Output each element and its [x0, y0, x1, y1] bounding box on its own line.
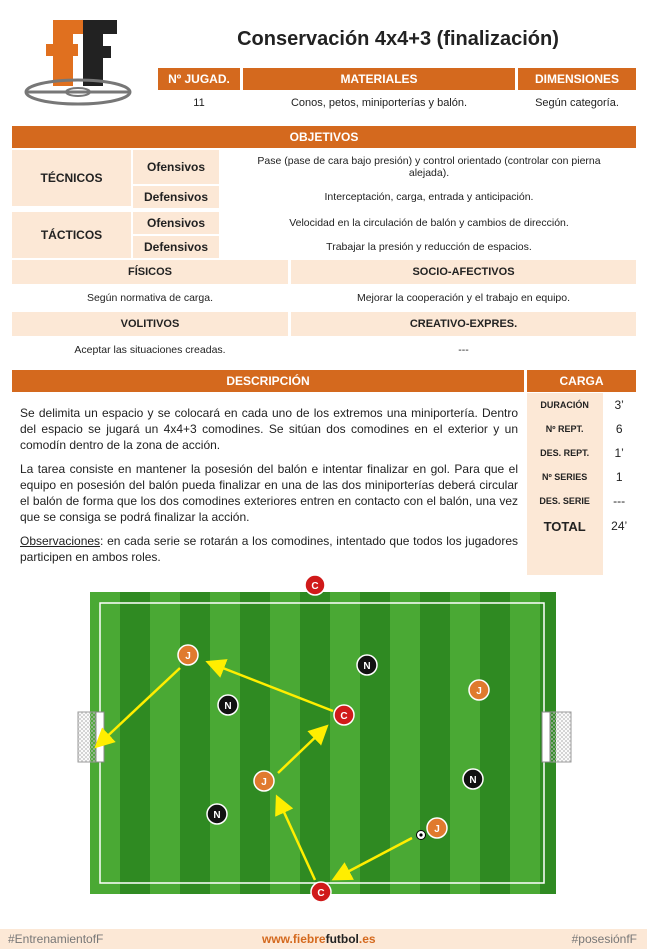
- player-label: N: [363, 661, 371, 672]
- tecnicos-defensivos-text: Interceptación, carga, entrada y anticipación.: [324, 191, 534, 203]
- footer-website: [262, 932, 376, 946]
- player-label: N: [213, 810, 221, 821]
- grass: [90, 592, 556, 894]
- value-materiales: Conos, petos, miniporterías y balón.: [290, 97, 468, 109]
- player-label: J: [434, 824, 440, 835]
- footer-website-c: .es: [358, 932, 376, 946]
- value-dimensiones: Según categoría.: [535, 97, 619, 109]
- fisicos-value: Según normativa de carga.: [86, 292, 214, 304]
- volitivos-label: VOLITIVOS: [12, 312, 288, 336]
- player-n: [218, 695, 238, 715]
- player-label: C: [311, 581, 319, 592]
- carga-value: 6: [615, 422, 623, 436]
- header-dimensiones: DIMENSIONES: [518, 68, 636, 90]
- tacticos-defensivos-label: Defensivos: [133, 236, 219, 258]
- tecnicos-label: TÉCNICOS: [12, 150, 131, 206]
- observaciones-label: Observaciones: [20, 534, 101, 548]
- footer: [0, 929, 647, 949]
- carga-total-label: TOTAL: [543, 518, 586, 534]
- player-label: N: [224, 701, 232, 712]
- descripcion-p2: La tarea consiste en mantener la posesión del balón e intentar finalizar en gol. Para que el equipo en posesión del balón pueda finalizar en una de las dos miniporterías deberá circular el balón de forma que los dos comodines exteriores entren en contacto con el balón, una vez que se consiga se podrá finalizar la acción.: [20, 462, 518, 524]
- player-j: [254, 771, 274, 791]
- carga-row: [527, 393, 636, 417]
- player-label: J: [261, 777, 267, 788]
- page-title: Conservación 4x4+3 (finalización): [237, 28, 559, 50]
- footer-hashtag-right: #posesiónfF: [571, 932, 637, 946]
- carga-key: DES. SERIE: [539, 496, 590, 506]
- carga-row: [527, 465, 636, 489]
- player-j: [469, 680, 489, 700]
- carga-value: 1: [615, 470, 623, 484]
- football-field: [0, 575, 647, 905]
- descripcion-header: DESCRIPCIÓN: [12, 370, 524, 392]
- footer-hashtag-left: #EntrenamientofF: [8, 932, 104, 946]
- tacticos-label: TÁCTICOS: [12, 212, 131, 258]
- tacticos-ofensivos-text: Velocidad en la circulación de balón y cambios de dirección.: [289, 217, 569, 229]
- header-materiales: MATERIALES: [243, 68, 515, 90]
- player-comodin: [334, 705, 354, 725]
- fisicos-label: FÍSICOS: [12, 260, 288, 284]
- footer-website-a: www.fiebre: [262, 932, 326, 946]
- carga-row: [527, 417, 636, 441]
- tecnicos-ofensivos-label: Ofensivos: [133, 150, 219, 184]
- player-j: [427, 818, 447, 838]
- carga-key: DURACIÓN: [540, 400, 589, 410]
- footer-website-b: futbol: [325, 932, 359, 946]
- descripcion-body: [20, 405, 518, 573]
- carga-row: [527, 441, 636, 465]
- player-n: [463, 769, 483, 789]
- tacticos-defensivos-text: Trabajar la presión y reducción de espacios.: [326, 241, 532, 253]
- player-label: C: [340, 711, 348, 722]
- carga-value: 1’: [614, 446, 624, 460]
- volitivos-value: Aceptar las situaciones creadas.: [74, 344, 226, 356]
- creativo-value: ---: [458, 344, 469, 356]
- carga-key: DES. REPT.: [540, 448, 590, 458]
- player-label: N: [469, 775, 477, 786]
- carga-key: Nº REPT.: [545, 424, 584, 434]
- player-label: J: [476, 686, 482, 697]
- tecnicos-ofensivos-text: Pase (pase de cara bajo presión) y control orientado (controlar con pierna alejada).: [257, 155, 601, 179]
- player-j: [178, 645, 198, 665]
- logo: [20, 14, 136, 114]
- player-n: [357, 655, 377, 675]
- value-jugadores: 11: [193, 97, 205, 109]
- carga-total-value: 24’: [611, 519, 628, 533]
- carga-key: Nº SERIES: [542, 472, 588, 482]
- player-comodin: [305, 575, 325, 595]
- tacticos-ofensivos-label: Ofensivos: [133, 212, 219, 234]
- carga-total-row: [527, 513, 636, 539]
- carga-panel: [527, 393, 636, 575]
- carga-row: [527, 489, 636, 513]
- socio-value: Mejorar la cooperación y el trabajo en equipo.: [356, 292, 571, 304]
- player-label: C: [317, 888, 325, 899]
- observaciones-text: : en cada serie se rotarán a los comodines, intentado que todos los jugadores participen en ambos roles.: [20, 534, 518, 564]
- carga-header: CARGA: [527, 370, 636, 392]
- descripcion-observaciones: [20, 533, 518, 565]
- ball-icon: [417, 831, 426, 840]
- creativo-label: CREATIVO-EXPRES.: [291, 312, 636, 336]
- socio-label: SOCIO-AFECTIVOS: [291, 260, 636, 284]
- objetivos-header: OBJETIVOS: [12, 126, 636, 148]
- carga-value: ---: [613, 494, 626, 508]
- carga-value: 3’: [614, 398, 624, 412]
- tecnicos-defensivos-label: Defensivos: [133, 186, 219, 208]
- player-label: J: [185, 651, 191, 662]
- player-comodin: [311, 882, 331, 902]
- descripcion-p1: Se delimita un espacio y se colocará en cada uno de los extremos una miniportería. Dentro del espacio se jugará un 4x4+3 comodines. Se sitúan dos comodines en el exterior y un comodín dentro de la zona de acción.: [20, 406, 518, 452]
- player-n: [207, 804, 227, 824]
- header-jugadores: Nº JUGAD.: [158, 68, 240, 90]
- mini-goal-left: [78, 712, 104, 762]
- mini-goal-right: [542, 712, 571, 762]
